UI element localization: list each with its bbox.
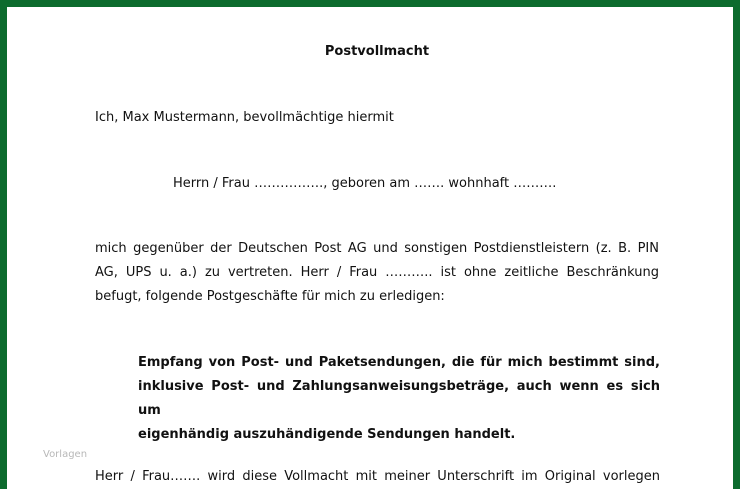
closing-line: Herr / Frau……. wird diese Vollmacht mit meiner Unterschrift im Original vorlegen: [95, 469, 660, 484]
intro-sentence: Ich, Max Mustermann, bevollmächtige hiermit: [95, 110, 394, 125]
scope-line: Empfang von Post- und Paketsendungen, die für mich bestimmt sind,: [138, 355, 660, 370]
scope-paragraph: [138, 351, 660, 447]
paragraph-line: befugt, folgende Postgeschäfte für mich zu erledigen:: [95, 289, 445, 304]
paragraph-line: AG, UPS u. a.) zu vertreten. Herr / Frau ……….. ist ohne zeitliche Beschränkung: [95, 265, 659, 280]
watermark-text: Vorlagen: [43, 449, 88, 460]
authorized-person-line: Herrn / Frau ……………., geboren am ……. wohnhaft ……….: [173, 176, 557, 191]
scope-line: inklusive Post- und Zahlungsanweisungsbeträge, auch wenn es sich um: [138, 379, 660, 418]
document-title: Postvollmacht: [324, 44, 430, 59]
document-page: [14, 14, 740, 489]
authorization-paragraph: [95, 237, 659, 309]
scope-line: eigenhändig auszuhändigende Sendungen handelt.: [138, 427, 516, 442]
paragraph-line: mich gegenüber der Deutschen Post AG und sonstigen Postdienstleistern (z. B. PIN: [95, 241, 659, 256]
